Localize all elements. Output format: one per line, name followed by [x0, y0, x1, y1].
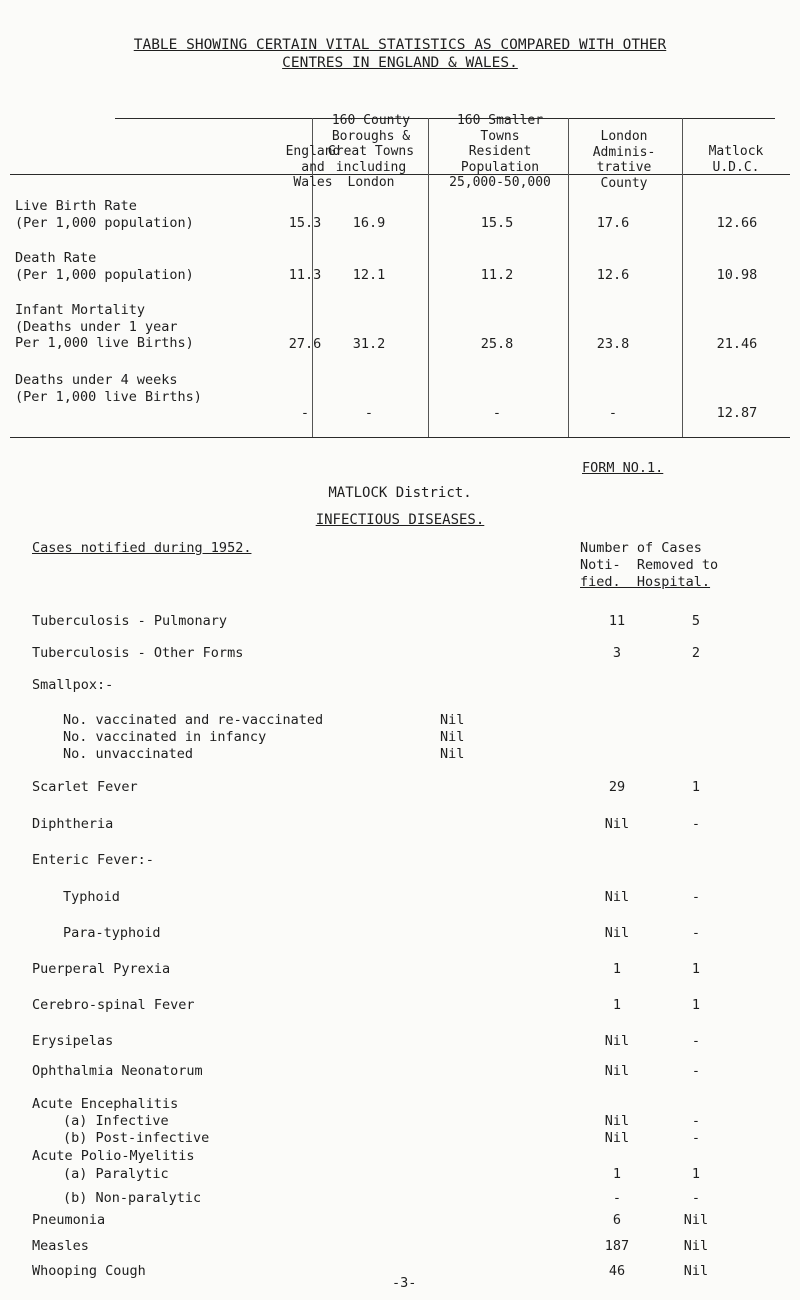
disease-name: Whooping Cough: [32, 1263, 146, 1279]
disease-removed: -: [691, 1033, 701, 1049]
smallpox-subitem: No. vaccinated in infancy: [63, 729, 267, 745]
row-label-deaths-4-weeks: Deaths under 4 weeks (Per 1,000 live Births): [15, 372, 202, 405]
disease-name: Ophthalmia Neonatorum: [32, 1063, 203, 1079]
disease-name: Scarlet Fever: [32, 779, 138, 795]
smallpox-subitem-value: Nil: [440, 729, 465, 745]
col-header-smaller-towns: 160 Smaller Towns Resident Population 25,000-50,000: [449, 113, 551, 190]
disease-removed: 5: [691, 613, 701, 629]
disease-removed: -: [691, 1113, 701, 1129]
col-header-fied-hospital: fied. Hospital.: [580, 574, 711, 590]
disease-notified: 1: [612, 997, 622, 1013]
disease-removed: 1: [691, 961, 701, 977]
disease-removed: 2: [691, 645, 701, 661]
table-title-line1: TABLE SHOWING CERTAIN VITAL STATISTICS AS COMPARED WITH OTHER: [133, 37, 667, 53]
col-header-england: England and Wales: [285, 144, 341, 190]
cell-4weeks-london: -: [608, 405, 618, 421]
disease-name: (a) Infective: [63, 1113, 169, 1129]
disease-removed: 1: [691, 997, 701, 1013]
col-divider-4: [682, 118, 683, 437]
cell-infant-county: 31.2: [352, 336, 386, 352]
disease-notified: 29: [608, 779, 626, 795]
disease-notified: 6: [612, 1212, 622, 1228]
disease-removed: -: [691, 816, 701, 832]
cell-death-rate-london: 12.6: [596, 267, 630, 283]
cell-4weeks-smaller: -: [492, 405, 502, 421]
cell-live-birth-county: 16.9: [352, 215, 386, 231]
cell-4weeks-england: -: [300, 405, 310, 421]
smallpox-subitem: No. vaccinated and re-vaccinated: [63, 712, 324, 728]
cell-4weeks-county: -: [364, 405, 374, 421]
disease-removed: Nil: [683, 1238, 709, 1254]
disease-name: Measles: [32, 1238, 89, 1254]
disease-notified: Nil: [604, 816, 630, 832]
disease-notified: Nil: [604, 1113, 630, 1129]
disease-notified: 1: [612, 961, 622, 977]
disease-removed: 1: [691, 1166, 701, 1182]
disease-removed: -: [691, 1063, 701, 1079]
col-header-number-of-cases: Number of Cases: [580, 540, 702, 556]
disease-notified: -: [612, 1190, 622, 1206]
disease-notified: Nil: [604, 889, 630, 905]
disease-notified: Nil: [604, 1063, 630, 1079]
row-label-death-rate: Death Rate (Per 1,000 population): [15, 250, 194, 283]
disease-name: Enteric Fever:-: [32, 852, 154, 868]
disease-name: Para-typhoid: [63, 925, 161, 941]
disease-notified: 46: [608, 1263, 626, 1279]
disease-name: Erysipelas: [32, 1033, 114, 1049]
disease-name: Smallpox:-: [32, 677, 114, 693]
form-number: FORM NO.1.: [582, 460, 664, 476]
table-bottom-rule: [10, 437, 790, 438]
disease-removed: -: [691, 925, 701, 941]
disease-name: Acute Encephalitis: [32, 1096, 179, 1112]
cell-infant-london: 23.8: [596, 336, 630, 352]
district-title: MATLOCK District.: [328, 485, 472, 501]
cell-infant-matlock: 21.46: [716, 336, 758, 352]
col-header-london: London Adminis- trative County: [592, 129, 656, 191]
disease-removed: Nil: [683, 1263, 709, 1279]
disease-name: Pneumonia: [32, 1212, 106, 1228]
cases-heading: Cases notified during 1952.: [32, 540, 252, 556]
col-divider-2: [428, 118, 429, 437]
disease-name: (a) Paralytic: [63, 1166, 169, 1182]
disease-name: Tuberculosis - Pulmonary: [32, 613, 228, 629]
smallpox-subitem-value: Nil: [440, 746, 465, 762]
page-number: -3-: [392, 1275, 417, 1291]
disease-name: Cerebro-spinal Fever: [32, 997, 195, 1013]
disease-name: (b) Non-paralytic: [63, 1190, 202, 1206]
cell-death-rate-smaller: 11.2: [480, 267, 514, 283]
disease-notified: Nil: [604, 925, 630, 941]
table-title-line2: CENTRES IN ENGLAND & WALES.: [282, 55, 518, 71]
disease-name: Puerperal Pyrexia: [32, 961, 171, 977]
section-title: INFECTIOUS DISEASES.: [315, 512, 485, 528]
smallpox-subitem: No. unvaccinated: [63, 746, 194, 762]
cell-live-birth-england: 15.3: [288, 215, 322, 231]
disease-notified: 1: [612, 1166, 622, 1182]
disease-removed: 1: [691, 779, 701, 795]
disease-removed: -: [691, 889, 701, 905]
disease-name: Typhoid: [63, 889, 120, 905]
cell-death-rate-county: 12.1: [352, 267, 386, 283]
cell-death-rate-england: 11.3: [288, 267, 322, 283]
cell-death-rate-matlock: 10.98: [716, 267, 758, 283]
smallpox-subitem-value: Nil: [440, 712, 465, 728]
cell-4weeks-matlock: 12.87: [716, 405, 758, 421]
disease-removed: Nil: [683, 1212, 709, 1228]
col-header-county-boroughs: 160 County Boroughs & Great Towns including London: [327, 113, 415, 190]
disease-notified: 11: [608, 613, 626, 629]
cell-live-birth-london: 17.6: [596, 215, 630, 231]
cell-live-birth-matlock: 12.66: [716, 215, 758, 231]
disease-notified: 187: [604, 1238, 630, 1254]
disease-name: Diphtheria: [32, 816, 114, 832]
disease-removed: -: [691, 1130, 701, 1146]
disease-notified: 3: [612, 645, 622, 661]
disease-name: Tuberculosis - Other Forms: [32, 645, 244, 661]
col-header-matlock: Matlock U.D.C.: [708, 144, 764, 175]
disease-notified: Nil: [604, 1130, 630, 1146]
cell-live-birth-smaller: 15.5: [480, 215, 514, 231]
disease-notified: Nil: [604, 1033, 630, 1049]
disease-name: Acute Polio-Myelitis: [32, 1148, 195, 1164]
disease-removed: -: [691, 1190, 701, 1206]
cell-infant-smaller: 25.8: [480, 336, 514, 352]
row-label-live-birth: Live Birth Rate (Per 1,000 population): [15, 198, 194, 231]
disease-name: (b) Post-infective: [63, 1130, 210, 1146]
row-label-infant-mortality: Infant Mortality (Deaths under 1 year Per 1,000 live Births): [15, 302, 194, 351]
col-header-noti-removed: Noti- Removed to: [580, 557, 719, 573]
cell-infant-england: 27.6: [288, 336, 322, 352]
